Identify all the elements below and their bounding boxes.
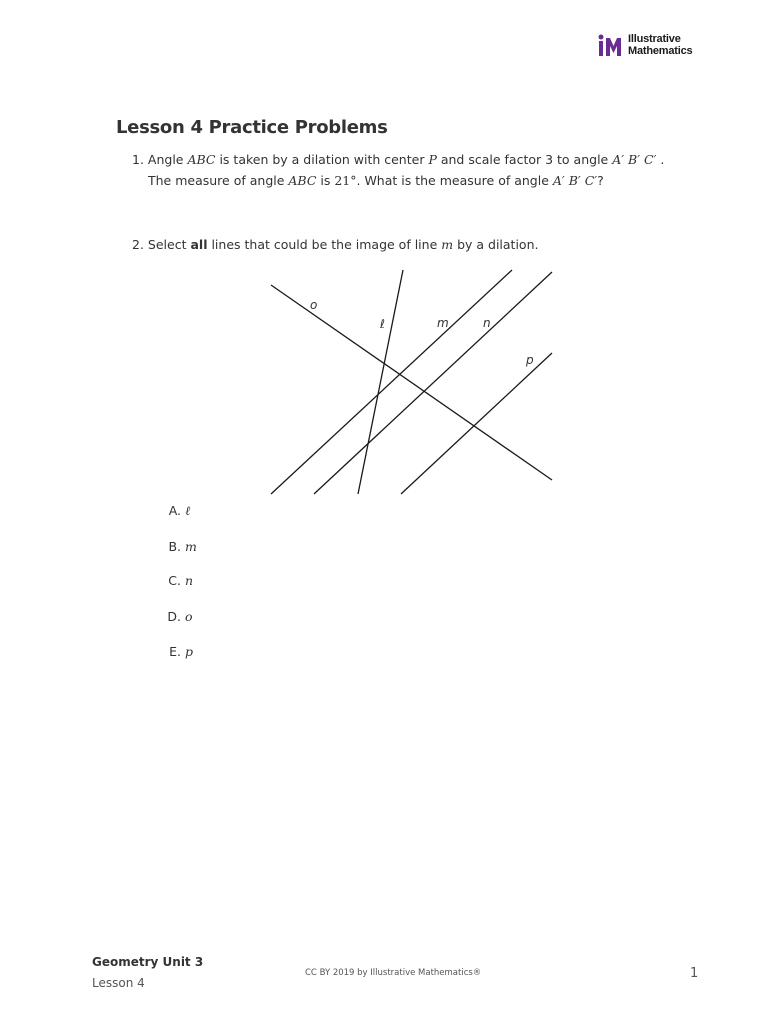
page-number: 1	[690, 966, 699, 981]
line-o	[271, 285, 552, 480]
choice-c[interactable]	[163, 573, 193, 588]
problem-text: Select	[147, 237, 191, 252]
choice-value: o	[184, 609, 193, 624]
im-logo	[598, 32, 708, 58]
choice-value: m	[184, 539, 197, 554]
logo-line1: Illustrative	[628, 33, 681, 45]
problem-text: and scale factor 3 to angle	[436, 152, 613, 167]
logo-line2: Mathematics	[628, 45, 693, 57]
page-title: Lesson 4 Practice Problems	[116, 117, 388, 138]
choice-value: ℓ	[184, 503, 191, 518]
math-angle-image: A′ B′ C′	[552, 173, 598, 188]
choice-letter: E.	[169, 644, 181, 659]
problem-text: is	[316, 173, 335, 188]
problem-text: ?	[597, 173, 604, 188]
label-m: m	[437, 316, 449, 330]
choice-letter: C.	[168, 573, 181, 588]
lines-diagram	[262, 262, 562, 502]
math-angle-image: A′ B′ C′	[612, 152, 657, 167]
math-angle-measure: 21°	[334, 173, 357, 188]
problem-number: 2.	[132, 237, 144, 252]
choice-e[interactable]	[163, 644, 193, 659]
footer-course: Geometry Unit 3	[92, 955, 204, 969]
line-l	[358, 270, 403, 494]
choice-letter: D.	[167, 609, 181, 624]
choice-letter: B.	[168, 539, 181, 554]
label-p: p	[526, 353, 534, 367]
logo-wordmark	[628, 33, 692, 57]
problem-text: lines that could be the image of line	[207, 237, 442, 252]
choice-letter: A.	[168, 503, 181, 518]
label-l: ℓ	[380, 317, 385, 331]
label-o: o	[310, 298, 318, 312]
math-angle-abc: ABC	[187, 152, 216, 167]
math-angle-abc: ABC	[288, 173, 317, 188]
line-p	[401, 353, 552, 494]
problem-text: by a dilation.	[453, 237, 539, 252]
problem-bold-text: all	[190, 237, 208, 252]
choice-value: n	[184, 573, 194, 588]
im-logo-icon	[598, 34, 624, 56]
problem-text: Angle	[147, 152, 188, 167]
problem-text: is taken by a dilation with center	[215, 152, 429, 167]
footer-copyright: CC BY 2019 by Illustrative Mathematics®	[305, 968, 482, 978]
line-n	[314, 272, 552, 494]
choice-d[interactable]	[163, 609, 193, 624]
line-m	[271, 270, 512, 494]
problem-text: .	[656, 152, 665, 167]
choice-b[interactable]	[163, 539, 197, 554]
label-n: n	[483, 316, 491, 330]
problem-2	[132, 234, 692, 255]
problem-1	[132, 149, 692, 191]
problem-text: The measure of angle	[148, 173, 289, 188]
choice-value: p	[184, 644, 193, 659]
choice-a[interactable]	[163, 503, 190, 519]
problem-number: 1.	[132, 152, 144, 167]
math-center-p: P	[428, 152, 437, 167]
math-line-m: m	[441, 237, 454, 252]
problem-text: . What is the measure of angle	[356, 173, 553, 188]
footer-lesson: Lesson 4	[92, 976, 145, 990]
